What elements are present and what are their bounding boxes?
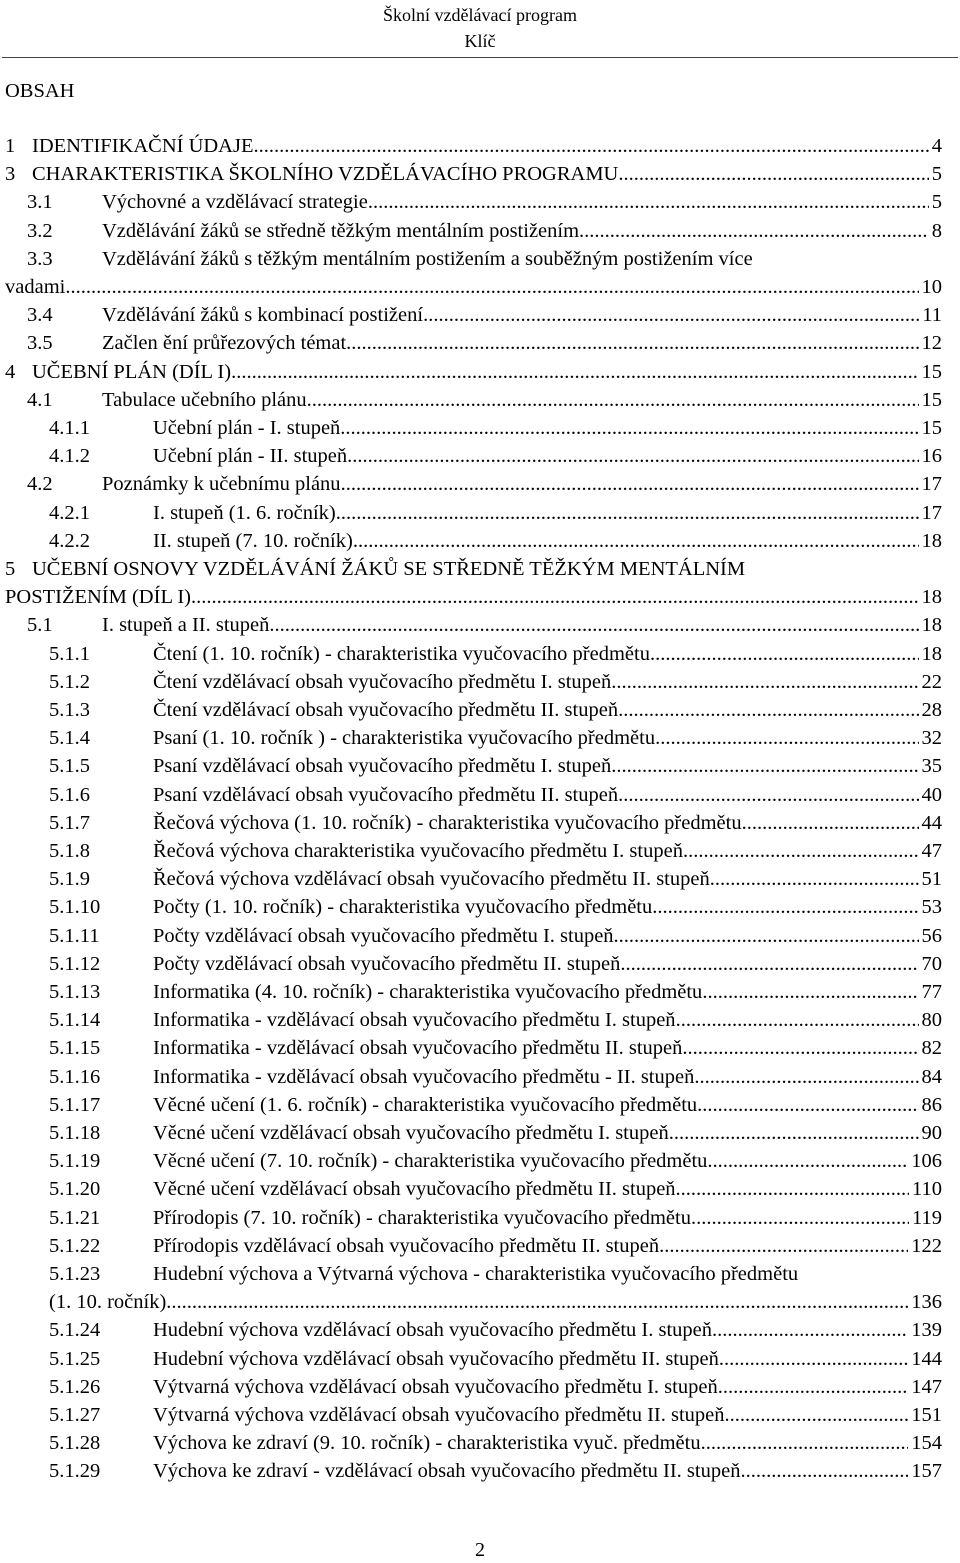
dot-leader	[423, 301, 919, 329]
toc-entry-page: 18	[921, 642, 942, 665]
toc-entry-title: Řečová výchova (1. 10. ročník) - charakteristika vyučovacího předmětu	[153, 811, 742, 834]
toc-entry-number: 5.1.2	[49, 670, 90, 693]
toc-entry-number: 5.1.14	[49, 1009, 101, 1032]
toc-entry[interactable]	[49, 752, 942, 780]
toc-entry-title: Vzdělávání žáků s kombinací postižení	[102, 304, 424, 327]
toc-entry-page: 5	[931, 191, 942, 214]
toc-entry-number: 1	[5, 135, 16, 157]
toc-entry-page: 18	[921, 614, 942, 637]
toc-entry-number: 3.1	[27, 191, 53, 214]
toc-entry-page: 90	[921, 1122, 942, 1144]
toc-entry-number: 4.1.1	[49, 417, 90, 439]
dot-leader	[340, 414, 918, 442]
toc-entry-title-continued: vadami	[5, 276, 66, 298]
toc-entry-title: II. stupeň (7. 10. ročník)	[153, 529, 353, 552]
toc-entry-page: 147	[911, 1375, 942, 1398]
toc-entry-number: 4.2	[27, 473, 53, 496]
toc-entry[interactable]	[49, 499, 942, 527]
toc-entry-page: 5	[931, 163, 942, 186]
toc-entry-number: 5.1.8	[49, 840, 90, 862]
toc-entry-title: Řečová výchova charakteristika vyučovacího předmětu I. stupeň	[153, 840, 683, 862]
toc-entry-page: 51	[921, 868, 942, 891]
toc-entry-number: 3.3	[27, 247, 53, 270]
toc-entry-number: 5.1.7	[49, 811, 90, 834]
toc-entry-page: 8	[931, 219, 942, 242]
toc-entry-number: 5.1.4	[49, 727, 90, 750]
toc-entry[interactable]	[27, 245, 942, 273]
toc-entry-title: Věcné učení (1. 6. ročník) - charakteristika vyučovacího předmětu	[153, 1093, 698, 1116]
header-program-name: Školní vzdělávací program	[383, 5, 577, 25]
toc-entry-title: Počty (1. 10. ročník) - charakteristika vyučovacího předmětu	[153, 896, 653, 919]
toc-entry-page: 122	[911, 1234, 942, 1257]
dot-leader	[368, 188, 929, 216]
dot-leader	[347, 442, 918, 470]
toc-entry[interactable]	[49, 1345, 942, 1373]
toc-entry[interactable]	[49, 1091, 942, 1119]
toc-entry-title: Výtvarná výchova vzdělávací obsah vyučovacího předmětu II. stupeň	[153, 1404, 725, 1426]
toc-entry-number: 4.2.2	[49, 529, 90, 552]
toc-entry-continuation[interactable]	[5, 273, 942, 301]
toc-entry[interactable]	[27, 188, 942, 216]
toc-entry[interactable]	[49, 1034, 942, 1062]
toc-entry-page: 11	[922, 304, 942, 327]
toc-entry[interactable]	[27, 301, 942, 329]
toc-entry-title: IDENTIFIKAČNÍ ÚDAJE	[32, 135, 254, 157]
toc-entry-title: Informatika - vzdělávací obsah vyučovacího předmětu II. stupeň	[153, 1037, 683, 1060]
toc-entry-page: 10	[921, 276, 942, 298]
toc-entry-page: 18	[921, 529, 942, 552]
dot-leader	[676, 1175, 909, 1203]
toc-entry-page: 4	[931, 135, 942, 157]
toc-entry[interactable]	[49, 640, 942, 668]
dot-leader	[611, 752, 918, 780]
toc-entry-number: 5.1.9	[49, 868, 90, 891]
dot-leader	[618, 160, 928, 188]
dot-leader	[191, 583, 919, 611]
toc-entry-number: 5.1.12	[49, 952, 101, 975]
toc-entry-title: Čtení vzdělávací obsah vyučovacího předmětu I. stupeň	[153, 670, 612, 693]
dot-leader	[712, 1316, 908, 1344]
toc-entry-number: 4.1	[27, 388, 53, 411]
toc-heading: OBSAH	[5, 80, 75, 102]
toc-entry-title: UČEBNÍ OSNOVY VZDĚLÁVÁNÍ ŽÁKŮ SE STŘEDNĚ TĚŽKÝM MENTÁLNÍM	[32, 558, 746, 580]
toc-entry[interactable]	[5, 132, 942, 160]
toc-entry-number: 5.1.11	[49, 924, 100, 947]
toc-entry-title: Přírodopis vzdělávací obsah vyučovacího předmětu II. stupeň	[153, 1234, 660, 1257]
toc-entry-title: Výchova ke zdraví (9. 10. ročník) - charakteristika vyuč. předmětu	[153, 1432, 701, 1455]
toc-entry-page: 144	[911, 1347, 942, 1370]
toc-entry-title: Hudební výchova a Výtvarná výchova - charakteristika vyučovacího předmětu	[153, 1263, 799, 1285]
toc-entry[interactable]	[27, 470, 942, 498]
toc-entry-title: Učební plán - I. stupeň	[153, 417, 341, 439]
toc-entry-number: 5.1.25	[49, 1347, 101, 1370]
toc-entry-number: 5.1.22	[49, 1234, 101, 1257]
toc-entry[interactable]	[49, 1373, 942, 1401]
toc-entry-page: 70	[921, 952, 942, 975]
toc-entry-page: 22	[921, 670, 942, 693]
toc-entry-number: 3	[5, 163, 16, 186]
dot-leader	[702, 978, 918, 1006]
toc-entry-number: 5.1.3	[49, 699, 90, 721]
dot-leader	[652, 893, 918, 921]
dot-leader	[336, 499, 919, 527]
toc-entry-title: Výchovné a vzdělávací strategie	[102, 191, 368, 214]
toc-entry-title: I. stupeň a II. stupeň	[102, 614, 270, 637]
toc-entry-number: 5.1.13	[49, 981, 101, 1003]
toc-entry-page: 18	[921, 586, 942, 609]
toc-entry-number: 5.1.23	[49, 1263, 101, 1285]
dot-leader	[346, 329, 918, 357]
toc-entry[interactable]	[49, 1006, 942, 1034]
toc-entry-page: 110	[912, 1178, 942, 1201]
toc-entry[interactable]	[49, 922, 942, 950]
toc-entry[interactable]	[49, 1429, 942, 1457]
dot-leader	[676, 1006, 919, 1034]
toc-entry-number: 5	[5, 558, 16, 580]
toc-entry[interactable]	[27, 217, 942, 245]
dot-leader	[579, 217, 929, 245]
toc-entry-number: 4.2.1	[49, 501, 90, 524]
dot-leader	[618, 696, 918, 724]
toc-entry-title: Řečová výchova vzdělávací obsah vyučovacího předmětu II. stupeň	[153, 868, 710, 891]
toc-entry-title: Psaní vzdělávací obsah vyučovacího předmětu II. stupeň	[153, 783, 619, 806]
toc-entry-page: 12	[921, 332, 942, 355]
toc-entry-page: 47	[921, 840, 942, 862]
toc-entry-page: 139	[911, 1319, 942, 1342]
toc-entry-page: 15	[921, 388, 942, 411]
toc-entry[interactable]	[5, 160, 942, 188]
toc-entry-title: Výtvarná výchova vzdělávací obsah vyučovacího předmětu I. stupeň	[153, 1375, 718, 1398]
toc-entry-number: 5.1.24	[49, 1319, 101, 1342]
toc-entry-title: Vzdělávání žáků s těžkým mentálním postižením a souběžným postižením více	[102, 247, 753, 270]
dot-leader	[254, 132, 929, 160]
toc-entry-page: 16	[921, 445, 942, 468]
toc-entry[interactable]	[27, 386, 942, 414]
dot-leader	[65, 273, 918, 301]
toc-entry-page: 80	[921, 1009, 942, 1032]
toc-entry-number: 5.1.29	[49, 1460, 101, 1483]
toc-entry-title: Psaní (1. 10. ročník ) - charakteristika vyučovacího předmětu	[153, 727, 656, 750]
dot-leader	[725, 1401, 909, 1429]
dot-leader	[618, 781, 918, 809]
dot-leader	[694, 1063, 918, 1091]
toc-entry-continuation[interactable]	[49, 1288, 942, 1316]
toc-entry-number: 3.5	[27, 332, 53, 355]
toc-entry-number: 3.2	[27, 219, 53, 242]
running-header	[0, 2, 960, 54]
header-divider	[2, 57, 958, 58]
toc-entry[interactable]	[49, 1204, 942, 1232]
dot-leader	[269, 611, 918, 639]
toc-entry[interactable]	[49, 668, 942, 696]
toc-entry-page: 136	[911, 1291, 942, 1314]
toc-entry-number: 5.1	[27, 614, 53, 637]
toc-entry-number: 5.1.17	[49, 1093, 101, 1116]
toc-entry[interactable]	[49, 1175, 942, 1203]
toc-entry[interactable]	[49, 724, 942, 752]
dot-leader	[742, 809, 919, 837]
dot-leader	[719, 1345, 908, 1373]
toc-entry[interactable]	[49, 1457, 942, 1485]
toc-entry-page: 17	[921, 473, 942, 496]
toc-entry[interactable]	[49, 781, 942, 809]
toc-entry-title: Čtení (1. 10. ročník) - charakteristika vyučovacího předmětu	[153, 642, 650, 665]
toc-entry-title: Vzdělávání žáků se středně těžkým mentálním postižením	[102, 219, 580, 242]
toc-entry[interactable]	[5, 555, 942, 583]
toc-entry-number: 5.1.18	[49, 1122, 101, 1144]
dot-leader	[707, 1147, 908, 1175]
toc-entry-title: Počty vzdělávací obsah vyučovacího předmětu II. stupeň	[153, 952, 621, 975]
toc-entry-page: 106	[911, 1150, 942, 1173]
dot-leader	[697, 1091, 918, 1119]
dot-leader	[683, 837, 919, 865]
toc-entry-page: 151	[911, 1404, 942, 1426]
dot-leader	[620, 950, 918, 978]
dot-leader	[691, 1204, 909, 1232]
toc-entry[interactable]	[49, 696, 942, 724]
page-number: 2	[475, 1539, 485, 1561]
toc-entry[interactable]	[49, 414, 942, 442]
toc-entry-page: 119	[912, 1206, 942, 1229]
dot-leader	[353, 527, 919, 555]
toc-entry[interactable]	[27, 329, 942, 357]
toc-entry-title: Poznámky k učebnímu plánu	[102, 473, 341, 496]
toc-entry-page: 84	[921, 1065, 942, 1088]
toc-entry-title: Hudební výchova vzdělávací obsah vyučovacího předmětu II. stupeň	[153, 1347, 719, 1370]
toc-entry-number: 5.1.27	[49, 1404, 101, 1426]
toc-entry-page: 35	[921, 755, 942, 778]
dot-leader	[701, 1429, 909, 1457]
toc-entry-page: 53	[921, 896, 942, 919]
toc-entry[interactable]	[49, 865, 942, 893]
toc-entry[interactable]	[49, 1147, 942, 1175]
toc-entry-number: 5.1.26	[49, 1375, 101, 1398]
toc-entry-title: UČEBNÍ PLÁN (DÍL I)	[32, 360, 232, 383]
toc-entry[interactable]	[5, 358, 942, 386]
toc-entry[interactable]	[49, 527, 942, 555]
toc-entry-title: Psaní vzdělávací obsah vyučovacího předmětu I. stupeň	[153, 755, 612, 778]
toc-entry-title-continued: POSTIŽENÍM (DÍL I)	[5, 586, 191, 609]
toc-entry-title: Hudební výchova vzdělávací obsah vyučovacího předmětu I. stupeň	[153, 1319, 713, 1342]
dot-leader	[614, 922, 919, 950]
toc-entry-page: 17	[921, 501, 942, 524]
toc-entry[interactable]	[27, 611, 942, 639]
toc-entry[interactable]	[49, 1232, 942, 1260]
toc-entry-title: CHARAKTERISTIKA ŠKOLNÍHO VZDĚLÁVACÍHO PROGRAMU	[32, 163, 619, 186]
dot-leader	[710, 865, 919, 893]
toc-entry[interactable]	[49, 837, 942, 865]
header-subtitle: Klíč	[464, 31, 496, 51]
toc-entry-number: 5.1.21	[49, 1206, 101, 1229]
toc-entry-number: 5.1.5	[49, 755, 90, 778]
toc-entry-page: 86	[921, 1093, 942, 1116]
toc-entry-title: Výchova ke zdraví - vzdělávací obsah vyučovacího předmětu II. stupeň	[153, 1460, 741, 1483]
toc-entry-number: 5.1.15	[49, 1037, 101, 1060]
toc-entry-title: Začlen ění průřezových témat	[102, 332, 347, 355]
dot-leader	[682, 1034, 918, 1062]
dot-leader	[718, 1373, 909, 1401]
dot-leader	[659, 1232, 908, 1260]
toc-entry[interactable]	[49, 893, 942, 921]
toc-entry-page: 40	[921, 783, 942, 806]
toc-entry-number: 5.1.6	[49, 783, 90, 806]
toc-entry-title: I. stupeň (1. 6. ročník)	[153, 501, 336, 524]
toc-entry-title: Tabulace učebního plánu	[102, 388, 307, 411]
toc-entry[interactable]	[49, 1316, 942, 1344]
toc-entry[interactable]	[49, 978, 942, 1006]
toc-entry-title: Informatika - vzdělávací obsah vyučovacího předmětu - II. stupeň	[153, 1065, 695, 1088]
toc-entry[interactable]	[49, 809, 942, 837]
dot-leader	[307, 386, 919, 414]
toc-entry-number: 5.1.10	[49, 896, 101, 919]
toc-entry-title: Věcné učení (7. 10. ročník) - charakteristika vyučovacího předmětu	[153, 1150, 708, 1173]
dot-leader	[650, 640, 919, 668]
toc-entry-page: 15	[921, 360, 942, 383]
dot-leader	[740, 1457, 908, 1485]
toc-entry[interactable]	[49, 950, 942, 978]
toc-entry-number: 5.1.28	[49, 1432, 101, 1455]
toc-entry-page: 157	[911, 1460, 942, 1483]
toc-entry-page: 56	[921, 924, 942, 947]
dot-leader	[166, 1288, 908, 1316]
toc-entry-continuation[interactable]	[5, 583, 942, 611]
toc-entry[interactable]	[49, 1401, 942, 1429]
toc-entry-title: Věcné učení vzdělávací obsah vyučovacího předmětu I. stupeň	[153, 1122, 669, 1144]
toc-entry[interactable]	[49, 442, 942, 470]
toc-entry-page: 28	[921, 699, 942, 721]
toc-entry-page: 154	[911, 1432, 942, 1455]
toc-entry[interactable]	[49, 1119, 942, 1147]
toc-entry-number: 5.1.20	[49, 1178, 101, 1201]
toc-entry-number: 4	[5, 360, 16, 383]
toc-entry-title: Učební plán - II. stupeň	[153, 445, 348, 468]
toc-entry-page: 32	[921, 727, 942, 750]
toc-entry[interactable]	[49, 1260, 942, 1288]
toc-entry-page: 82	[921, 1037, 942, 1060]
toc-entry-number: 5.1.19	[49, 1150, 101, 1173]
toc-entry-page: 44	[921, 811, 942, 834]
toc-entry-page: 15	[921, 417, 942, 439]
dot-leader	[231, 358, 918, 386]
dot-leader	[655, 724, 918, 752]
toc-entry-title: Počty vzdělávací obsah vyučovacího předmětu I. stupeň	[153, 924, 614, 947]
toc-entry-title: Informatika (4. 10. ročník) - charakteristika vyučovacího předmětu	[153, 981, 703, 1003]
toc-entry-title: Věcné učení vzdělávací obsah vyučovacího předmětu II. stupeň	[153, 1178, 676, 1201]
toc-entry[interactable]	[49, 1063, 942, 1091]
toc-entry-number: 5.1.1	[49, 642, 90, 665]
toc-entry-title-continued: (1. 10. ročník)	[49, 1291, 167, 1314]
toc-entry-title: Informatika - vzdělávací obsah vyučovacího předmětu I. stupeň	[153, 1009, 676, 1032]
dot-leader	[669, 1119, 919, 1147]
toc-entry-number: 4.1.2	[49, 445, 90, 468]
toc-entry-page: 77	[921, 981, 942, 1003]
toc-entry-title: Čtení vzdělávací obsah vyučovacího předmětu II. stupeň	[153, 699, 619, 721]
toc-entry-title: Přírodopis (7. 10. ročník) - charakteristika vyučovacího předmětu	[153, 1206, 691, 1229]
dot-leader	[611, 668, 918, 696]
toc-entry-number: 3.4	[27, 304, 53, 327]
dot-leader	[341, 470, 919, 498]
toc-entry-number: 5.1.16	[49, 1065, 101, 1088]
